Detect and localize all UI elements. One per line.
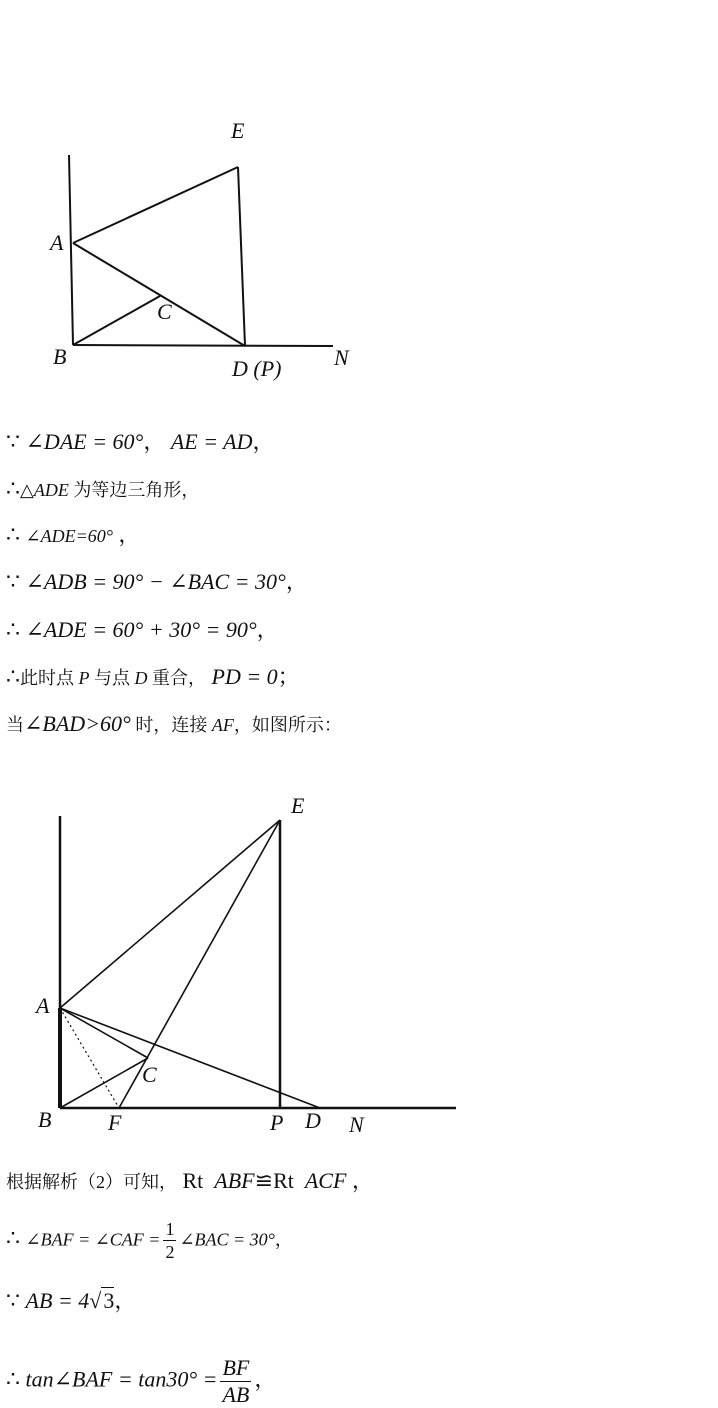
line-9: ∴ ∠BAF = ∠CAF = $\frac{1}{2}$ ∠BAC = 30°， [6, 1219, 293, 1262]
line-10: ∵ AB = 4√3， [6, 1288, 137, 1313]
label-B: B [53, 344, 67, 369]
line-3: ∴ ∠ADE=60° ， [6, 522, 141, 547]
segment-ED [238, 167, 245, 346]
line-11: ∴ tan∠BAF = tan30° = $\frac{BF}{AB}$ ， [6, 1355, 277, 1407]
line-8: 根据解析（2）可知， Rt ABF≌Rt ACF ， [6, 1168, 374, 1193]
segment-AF-dotted [60, 1008, 119, 1108]
label-F: F [108, 1110, 122, 1135]
segment-AC [60, 1008, 148, 1058]
figure-2 [0, 780, 718, 1140]
line-4: ∵ ∠ADB = 90° − ∠BAC = 30°， [6, 569, 308, 594]
line-6: ∴此时点 P 与点 D 重合， PD = 0； [6, 664, 300, 689]
sqrt-sign: √ [89, 1288, 102, 1313]
label-A: A [50, 230, 64, 255]
segment-AE [73, 167, 238, 243]
line-1: ∵ ∠DAE = 60°， AE = AD， [6, 429, 275, 454]
label-P: P [270, 1110, 284, 1135]
ray-BN [73, 345, 333, 346]
segment-AE [60, 820, 280, 1008]
label-N: N [334, 345, 349, 370]
line-2: ∴△ADE 为等边三角形， [6, 476, 200, 501]
label-C: C [157, 299, 172, 324]
label-A: A [36, 993, 50, 1018]
label-B: B [38, 1107, 52, 1132]
fraction-BF-AB: $\frac{BF}{AB}$ [222, 1355, 250, 1407]
line-5: ∴ ∠ADE = 60° + 30° = 90°， [6, 617, 279, 642]
label-E: E [291, 793, 305, 818]
segment-BC [73, 296, 160, 345]
label-D: D [305, 1108, 321, 1133]
vertical-ray [69, 155, 73, 345]
label-N: N [349, 1112, 364, 1137]
figure-1 [0, 100, 718, 400]
label-DP: D (P) [232, 356, 282, 381]
label-E: E [231, 118, 245, 143]
label-C: C [142, 1062, 157, 1087]
fraction-half: $\frac{1}{2}$ [165, 1219, 175, 1262]
line-7: 当∠BAD>60° 时，连接 AF，如图所示： [6, 711, 342, 736]
